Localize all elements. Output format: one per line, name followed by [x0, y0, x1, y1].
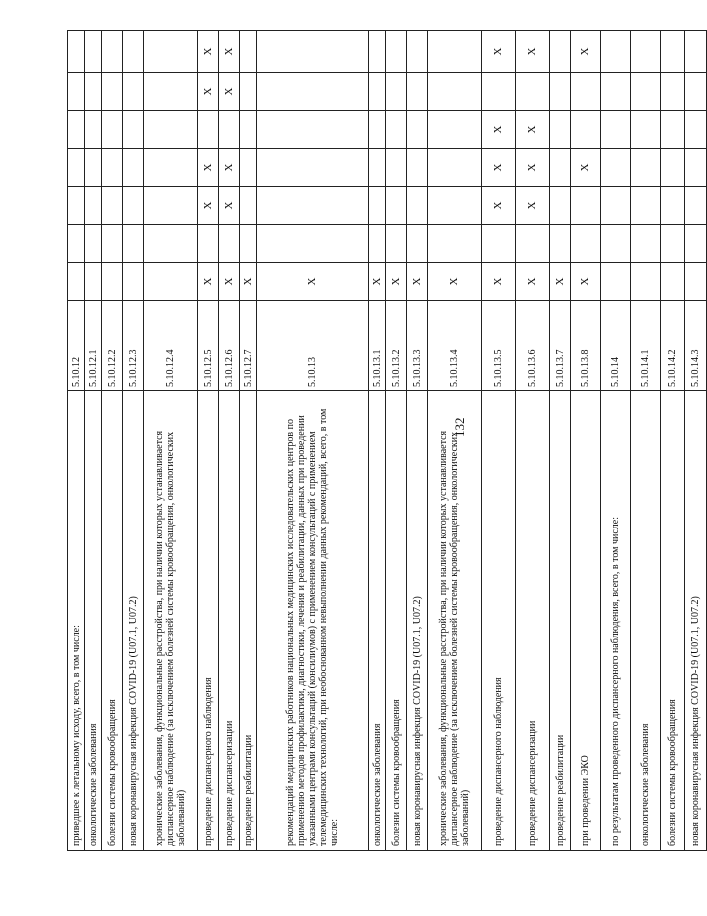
mark-cell: [482, 73, 516, 111]
row-code: 5.10.13.4: [428, 301, 482, 391]
mark-cell: X: [571, 31, 601, 73]
mark-cell: [102, 111, 123, 149]
mark-cell: [601, 31, 631, 73]
mark-cell: [123, 111, 144, 149]
mark-cell: X: [482, 149, 516, 187]
mark-cell: [685, 31, 707, 73]
mark-cell: [631, 111, 661, 149]
mark-cell: [219, 111, 240, 149]
mark-cell: [601, 263, 631, 301]
mark-cell: X: [219, 187, 240, 225]
row-code: 5.10.13.2: [386, 301, 407, 391]
mark-cell: [661, 149, 685, 187]
table-row: [482, 31, 516, 851]
row-code: 5.10.12: [68, 301, 85, 391]
row-code: 5.10.13.3: [407, 301, 428, 391]
mark-cell: [428, 187, 482, 225]
mark-cell: [571, 225, 601, 263]
mark-cell: [386, 225, 407, 263]
mark-cell: [550, 187, 571, 225]
mark-cell: [631, 149, 661, 187]
mark-cell: [369, 31, 386, 73]
row-code: 5.10.12.6: [219, 301, 240, 391]
table-row: [516, 31, 550, 851]
mark-cell: X: [219, 149, 240, 187]
mark-cell: [369, 187, 386, 225]
table-body: [68, 31, 707, 851]
row-label: проведение диспансеризации: [516, 391, 550, 851]
mark-cell: [407, 149, 428, 187]
mark-cell: [386, 187, 407, 225]
mark-cell: [550, 31, 571, 73]
mark-cell: [240, 225, 257, 263]
mark-cell: [601, 111, 631, 149]
mark-cell: X: [516, 111, 550, 149]
mark-cell: [198, 225, 219, 263]
mark-cell: [571, 111, 601, 149]
mark-cell: [240, 149, 257, 187]
mark-cell: [386, 149, 407, 187]
table-row: [407, 31, 428, 851]
mark-cell: [85, 31, 102, 73]
mark-cell: [85, 187, 102, 225]
mark-cell: X: [219, 31, 240, 73]
mark-cell: [85, 225, 102, 263]
mark-cell: [407, 111, 428, 149]
row-code: 5.10.13.5: [482, 301, 516, 391]
row-label: хронические заболевания, функциональные расстройства, при наличии которых устанавливается диспансерное наблюдение (за исключением болезней системы кровообращения, онкологических заболеваний): [144, 391, 198, 851]
row-code: 5.10.14.1: [631, 301, 661, 391]
row-label: проведение диспансерного наблюдения: [198, 391, 219, 851]
row-code: 5.10.13.6: [516, 301, 550, 391]
row-code: 5.10.14: [601, 301, 631, 391]
mark-cell: [85, 149, 102, 187]
mark-cell: [685, 187, 707, 225]
page-number: 132: [452, 417, 467, 437]
mark-cell: [144, 263, 198, 301]
mark-cell: X: [571, 149, 601, 187]
row-code: 5.10.12.5: [198, 301, 219, 391]
mark-cell: X: [516, 187, 550, 225]
mark-cell: [369, 73, 386, 111]
mark-cell: [102, 149, 123, 187]
mark-cell: X: [516, 149, 550, 187]
mark-cell: X: [386, 263, 407, 301]
mark-cell: [240, 187, 257, 225]
mark-cell: [407, 225, 428, 263]
row-label: болезни системы кровообращения: [386, 391, 407, 851]
mark-cell: [631, 263, 661, 301]
mark-cell: [257, 149, 369, 187]
table-row: [198, 31, 219, 851]
mark-cell: [601, 149, 631, 187]
row-code: 5.10.12.7: [240, 301, 257, 391]
mark-cell: X: [257, 263, 369, 301]
row-label: новая коронавирусная инфекция COVID-19 (U07.1, U07.2): [123, 391, 144, 851]
mark-cell: X: [516, 31, 550, 73]
mark-cell: [550, 111, 571, 149]
row-code: 5.10.12.4: [144, 301, 198, 391]
mark-cell: [428, 225, 482, 263]
mark-cell: [685, 225, 707, 263]
mark-cell: [428, 111, 482, 149]
mark-cell: [68, 225, 85, 263]
mark-cell: X: [198, 263, 219, 301]
row-label: проведение диспансеризации: [219, 391, 240, 851]
mark-cell: [257, 31, 369, 73]
row-code: 5.10.13.7: [550, 301, 571, 391]
table-row: [219, 31, 240, 851]
row-label: хронические заболевания, функциональные расстройства, при наличии которых устанавливается диспансерное наблюдение (за исключением болезней системы кровообращения, онкологических заболеваний): [428, 391, 482, 851]
mark-cell: [257, 73, 369, 111]
mark-cell: [386, 31, 407, 73]
mark-cell: [144, 31, 198, 73]
mark-cell: [550, 73, 571, 111]
mark-cell: [68, 31, 85, 73]
row-label: рекомендаций медицинских работников национальных медицинских исследовательских центров по применению методов профилактики, диагностики, лечения и реабилитации, данных при проведении указанными центрами консультаций (консилиумов) с применением консультаций с применением телемедицинских технологий, при необоснованном невыполнении данных рекомендаций, всего, в том числе:: [257, 391, 369, 851]
mark-cell: [386, 111, 407, 149]
mark-cell: [407, 73, 428, 111]
mark-cell: [144, 111, 198, 149]
mark-cell: X: [550, 263, 571, 301]
mark-cell: [85, 263, 102, 301]
mark-cell: X: [407, 263, 428, 301]
row-label: онкологические заболевания: [369, 391, 386, 851]
mark-cell: [428, 31, 482, 73]
mark-cell: [123, 149, 144, 187]
mark-cell: [631, 225, 661, 263]
mark-cell: [407, 31, 428, 73]
row-label: онкологические заболевания: [85, 391, 102, 851]
mark-cell: [661, 263, 685, 301]
row-code: 5.10.14.2: [661, 301, 685, 391]
mark-cell: [240, 111, 257, 149]
rotated-page: [67, 31, 701, 851]
mark-cell: [516, 73, 550, 111]
row-label: при проведении ЭКО: [571, 391, 601, 851]
mark-cell: [219, 225, 240, 263]
mark-cell: [685, 263, 707, 301]
mark-cell: [144, 149, 198, 187]
mark-cell: [144, 187, 198, 225]
mark-cell: X: [240, 263, 257, 301]
mark-cell: [631, 73, 661, 111]
row-label: новая коронавирусная инфекция COVID-19 (U07.1, U07.2): [685, 391, 707, 851]
mark-cell: [257, 225, 369, 263]
mark-cell: [85, 111, 102, 149]
mark-cell: X: [198, 187, 219, 225]
mark-cell: [369, 225, 386, 263]
mark-cell: X: [198, 149, 219, 187]
row-label: онкологические заболевания: [631, 391, 661, 851]
row-label: приведшее к летальному исходу, всего, в том числе:: [68, 391, 85, 851]
mark-cell: [123, 187, 144, 225]
table-row: [631, 31, 661, 851]
mark-cell: [369, 149, 386, 187]
row-code: 5.10.13.8: [571, 301, 601, 391]
mark-cell: X: [198, 73, 219, 111]
mark-cell: [198, 111, 219, 149]
mark-cell: [102, 263, 123, 301]
mark-cell: [661, 31, 685, 73]
mark-cell: [685, 111, 707, 149]
table-row: [144, 31, 198, 851]
mark-cell: X: [571, 263, 601, 301]
mark-cell: [240, 73, 257, 111]
mark-cell: X: [516, 263, 550, 301]
mark-cell: [601, 225, 631, 263]
mark-cell: X: [482, 187, 516, 225]
mark-cell: [123, 31, 144, 73]
mark-cell: [68, 263, 85, 301]
mark-cell: [428, 73, 482, 111]
mark-cell: [68, 111, 85, 149]
mark-cell: [631, 31, 661, 73]
row-label: болезни системы кровообращения: [102, 391, 123, 851]
mark-cell: [550, 149, 571, 187]
table-row: [685, 31, 707, 851]
row-label: по результатам проведенного диспансерного наблюдения, всего, в том числе:: [601, 391, 631, 851]
mark-cell: [68, 73, 85, 111]
mark-cell: [601, 73, 631, 111]
row-code: 5.10.12.3: [123, 301, 144, 391]
row-code: 5.10.12.2: [102, 301, 123, 391]
row-code: 5.10.14.3: [685, 301, 707, 391]
table-row: [386, 31, 407, 851]
row-label: проведение реабилитации: [550, 391, 571, 851]
mark-cell: [482, 225, 516, 263]
mark-cell: [102, 225, 123, 263]
mark-cell: X: [219, 73, 240, 111]
row-label: болезни системы кровообращения: [661, 391, 685, 851]
mark-cell: [144, 225, 198, 263]
mark-cell: [661, 225, 685, 263]
mark-cell: [571, 73, 601, 111]
mark-cell: [661, 73, 685, 111]
mark-cell: [516, 225, 550, 263]
mark-cell: X: [198, 31, 219, 73]
row-label: новая коронавирусная инфекция COVID-19 (U07.1, U07.2): [407, 391, 428, 851]
mark-cell: [685, 149, 707, 187]
mark-cell: [631, 187, 661, 225]
table-row: [661, 31, 685, 851]
mark-cell: X: [219, 263, 240, 301]
mark-cell: [68, 149, 85, 187]
mark-cell: [102, 187, 123, 225]
mark-cell: [386, 73, 407, 111]
mark-cell: [240, 31, 257, 73]
mark-cell: [571, 187, 601, 225]
mark-cell: [661, 187, 685, 225]
table-row: [123, 31, 144, 851]
mark-cell: X: [428, 263, 482, 301]
table-row: [240, 31, 257, 851]
table-row: [85, 31, 102, 851]
row-code: 5.10.13: [257, 301, 369, 391]
mark-cell: [68, 187, 85, 225]
mark-cell: [601, 187, 631, 225]
mark-cell: [550, 225, 571, 263]
table-row: [369, 31, 386, 851]
mark-cell: [102, 31, 123, 73]
mark-cell: [123, 73, 144, 111]
mark-cell: [102, 73, 123, 111]
table-row: [257, 31, 369, 851]
table-row: [550, 31, 571, 851]
mark-cell: [123, 263, 144, 301]
mark-cell: X: [482, 31, 516, 73]
mark-cell: [257, 187, 369, 225]
mark-cell: [685, 73, 707, 111]
table-row: [571, 31, 601, 851]
mark-cell: [85, 73, 102, 111]
mark-cell: [123, 225, 144, 263]
mark-cell: [144, 73, 198, 111]
table-row: [102, 31, 123, 851]
table-row: [428, 31, 482, 851]
table-row: [68, 31, 85, 851]
mark-cell: [369, 111, 386, 149]
row-code: 5.10.12.1: [85, 301, 102, 391]
mark-cell: [661, 111, 685, 149]
mark-cell: [257, 111, 369, 149]
mark-cell: X: [369, 263, 386, 301]
row-label: проведение диспансерного наблюдения: [482, 391, 516, 851]
mark-cell: [407, 187, 428, 225]
table-row: [601, 31, 631, 851]
row-label: проведение реабилитации: [240, 391, 257, 851]
mark-cell: X: [482, 263, 516, 301]
mark-cell: X: [482, 111, 516, 149]
row-code: 5.10.13.1: [369, 301, 386, 391]
data-table: [67, 30, 707, 851]
mark-cell: [428, 149, 482, 187]
